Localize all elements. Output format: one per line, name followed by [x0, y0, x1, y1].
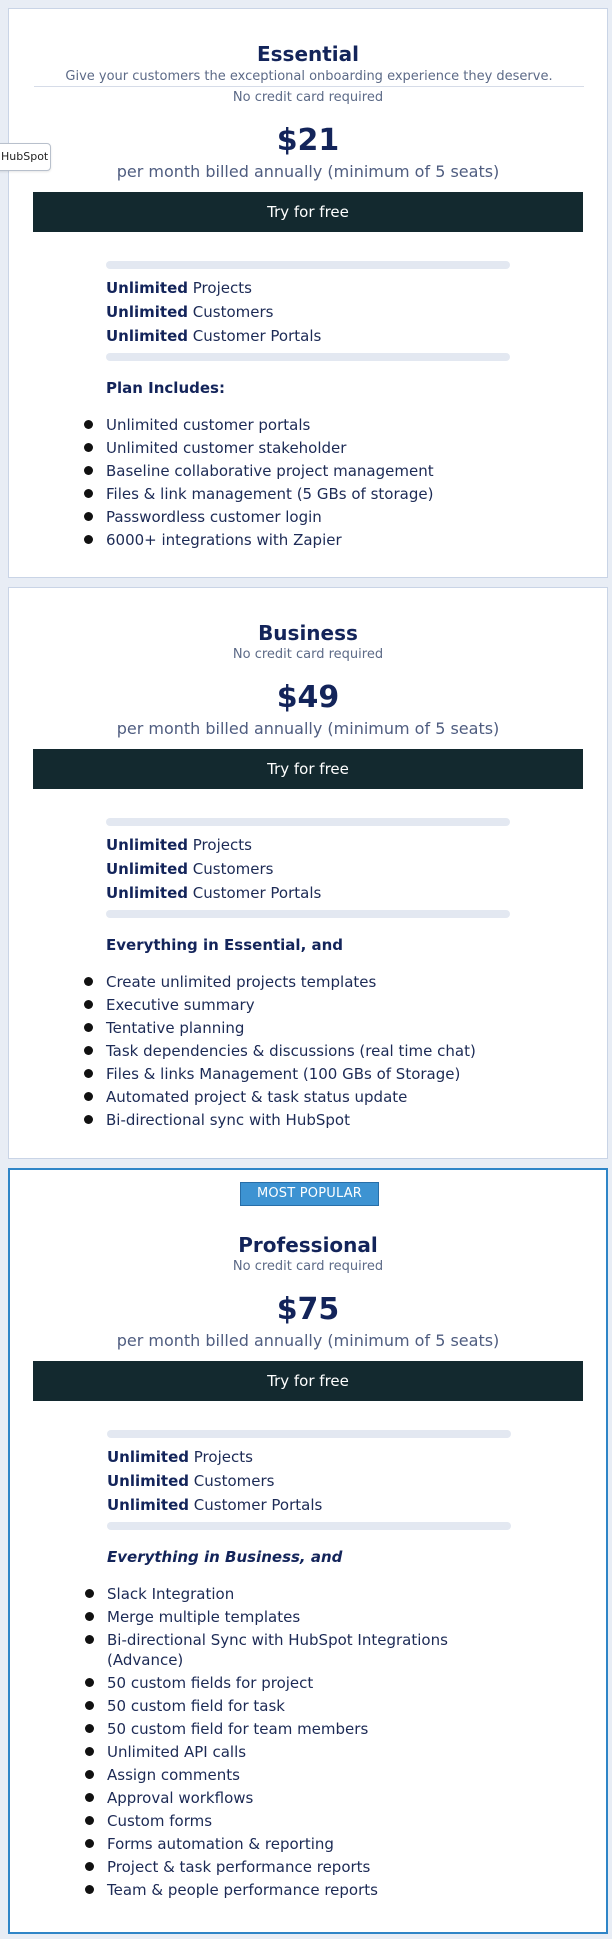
most-popular-badge: MOST POPULAR: [240, 1182, 379, 1206]
plan-title: Professional: [238, 1233, 378, 1257]
bullet-icon: [84, 489, 93, 498]
unlimited-label: Unlimited: [106, 303, 188, 321]
feature-item: [107, 1811, 507, 1831]
feature-text: Forms automation & reporting: [107, 1835, 334, 1853]
bullet-icon: [84, 1023, 93, 1032]
feature-item: [107, 1630, 507, 1670]
feature-text: Custom forms: [107, 1812, 213, 1830]
plan-card-professional: [8, 1168, 608, 1934]
everything-in-essential-heading: Everything in Essential, and: [106, 936, 344, 954]
divider: [106, 261, 510, 269]
unlimited-label: Unlimited: [106, 836, 188, 854]
try-for-free-button[interactable]: Try for free: [33, 192, 583, 232]
bullet-icon: [84, 1046, 93, 1055]
unlimited-label: Unlimited: [106, 860, 188, 878]
feature-item: [106, 1087, 506, 1107]
bullet-icon: [84, 466, 93, 475]
bullet-icon: [84, 1000, 93, 1009]
unlimited-label: Unlimited: [107, 1448, 189, 1466]
bullet-icon: [85, 1816, 94, 1825]
bullet-icon: [85, 1747, 94, 1756]
unlimited-item: Customers: [188, 860, 274, 878]
feature-item: [107, 1880, 507, 1900]
feature-text: Task dependencies & discussions (real time chat): [106, 1042, 476, 1060]
feature-text: Assign comments: [107, 1766, 240, 1784]
bullet-icon: [84, 1092, 93, 1101]
no-credit-card-note: No credit card required: [232, 647, 384, 662]
no-credit-card-note: No credit card required: [232, 90, 384, 105]
divider: [107, 1430, 511, 1438]
bullet-icon: [85, 1678, 94, 1687]
unlimited-customer-portals: [107, 1496, 322, 1514]
bullet-icon: [85, 1862, 94, 1871]
unlimited-item: Customers: [189, 1472, 275, 1490]
feature-item: [106, 1110, 506, 1130]
feature-item: [106, 415, 506, 435]
unlimited-item: Projects: [188, 279, 252, 297]
bullet-icon: [85, 1885, 94, 1894]
bullet-icon: [85, 1793, 94, 1802]
divider: [107, 1522, 511, 1530]
bullet-icon: [85, 1635, 94, 1644]
plan-price: $21: [276, 123, 340, 158]
unlimited-item: Customers: [188, 303, 274, 321]
feature-item: [106, 530, 506, 550]
feature-item: [106, 1018, 506, 1038]
feature-item: [106, 484, 506, 504]
unlimited-item: Customer Portals: [188, 327, 322, 345]
feature-item: [107, 1696, 507, 1716]
feature-item: [107, 1673, 507, 1693]
plan-card-essential: [8, 8, 608, 578]
plan-includes-heading: Plan Includes:: [106, 379, 225, 397]
feature-item: [107, 1834, 507, 1854]
feature-text: Team & people performance reports: [107, 1881, 378, 1899]
feature-text: Unlimited API calls: [107, 1743, 247, 1761]
no-credit-card-note: No credit card required: [232, 1259, 384, 1274]
unlimited-item: Customer Portals: [188, 884, 322, 902]
feature-text: Unlimited customer portals: [106, 416, 311, 434]
feature-text: 50 custom field for task: [107, 1697, 285, 1715]
bullet-icon: [84, 420, 93, 429]
unlimited-projects: [107, 1448, 253, 1466]
try-for-free-button[interactable]: Try for free: [33, 1361, 583, 1401]
everything-in-business-heading: Everything in Business, and: [107, 1548, 343, 1566]
divider: [106, 910, 510, 918]
feature-item: [106, 1041, 506, 1061]
unlimited-customer-portals: [106, 884, 321, 902]
feature-item: [107, 1742, 507, 1762]
unlimited-customers: [106, 860, 273, 878]
bullet-icon: [84, 1069, 93, 1078]
feature-text: Passwordless customer login: [106, 508, 322, 526]
plan-title: Essential: [256, 42, 360, 66]
feature-text: 50 custom fields for project: [107, 1674, 314, 1692]
hubspot-tab[interactable]: HubSpot: [0, 143, 51, 171]
bullet-icon: [84, 512, 93, 521]
feature-item: [107, 1857, 507, 1877]
bullet-icon: [85, 1839, 94, 1848]
feature-text: Slack Integration: [107, 1585, 235, 1603]
billing-period: per month billed annually (minimum of 5 seats): [116, 162, 500, 181]
unlimited-customers: [107, 1472, 274, 1490]
feature-item: [106, 1064, 506, 1084]
plan-title: Business: [258, 621, 358, 645]
feature-list: [106, 972, 506, 1133]
unlimited-customers: [106, 303, 273, 321]
bullet-icon: [84, 535, 93, 544]
bullet-icon: [85, 1770, 94, 1779]
feature-list: [107, 1584, 507, 1903]
billing-period: per month billed annually (minimum of 5 seats): [116, 1331, 500, 1350]
try-for-free-button[interactable]: Try for free: [33, 749, 583, 789]
feature-list: [106, 415, 506, 553]
feature-text: Bi-directional sync with HubSpot: [106, 1111, 350, 1129]
plan-card-business: [8, 587, 608, 1159]
feature-text: Unlimited customer stakeholder: [106, 439, 347, 457]
bullet-icon: [84, 977, 93, 986]
divider: [106, 353, 510, 361]
feature-text: Bi-directional Sync with HubSpot Integrations (Advance): [107, 1631, 448, 1669]
feature-item: [107, 1765, 507, 1785]
feature-text: Project & task performance reports: [107, 1858, 371, 1876]
bullet-icon: [85, 1701, 94, 1710]
feature-text: Executive summary: [106, 996, 255, 1014]
feature-item: [106, 438, 506, 458]
unlimited-item: Customer Portals: [189, 1496, 323, 1514]
unlimited-label: Unlimited: [107, 1472, 189, 1490]
unlimited-label: Unlimited: [106, 884, 188, 902]
feature-text: Baseline collaborative project management: [106, 462, 434, 480]
feature-text: 6000+ integrations with Zapier: [106, 531, 342, 549]
feature-text: Tentative planning: [106, 1019, 245, 1037]
feature-text: Create unlimited projects templates: [106, 973, 377, 991]
feature-text: Approval workflows: [107, 1789, 254, 1807]
bullet-icon: [85, 1724, 94, 1733]
feature-text: Automated project & task status update: [106, 1088, 408, 1106]
billing-period: per month billed annually (minimum of 5 seats): [116, 719, 500, 738]
feature-item: [106, 995, 506, 1015]
plan-price: $49: [276, 680, 340, 715]
unlimited-customer-portals: [106, 327, 321, 345]
feature-item: [106, 461, 506, 481]
unlimited-label: Unlimited: [107, 1496, 189, 1514]
plan-price: $75: [276, 1292, 340, 1327]
feature-text: Files & link management (5 GBs of storage): [106, 485, 434, 503]
feature-item: [107, 1788, 507, 1808]
feature-text: 50 custom field for team members: [107, 1720, 369, 1738]
feature-item: [107, 1719, 507, 1739]
divider: [106, 818, 510, 826]
feature-text: Files & links Management (100 GBs of Storage): [106, 1065, 461, 1083]
feature-item: [106, 972, 506, 992]
bullet-icon: [84, 443, 93, 452]
feature-item: [107, 1584, 507, 1604]
plan-tagline: Give your customers the exceptional onboarding experience they deserve.: [34, 69, 584, 87]
unlimited-projects: [106, 279, 252, 297]
unlimited-label: Unlimited: [106, 327, 188, 345]
bullet-icon: [85, 1589, 94, 1598]
bullet-icon: [84, 1115, 93, 1124]
unlimited-item: Projects: [189, 1448, 253, 1466]
unlimited-item: Projects: [188, 836, 252, 854]
feature-text: Merge multiple templates: [107, 1608, 301, 1626]
unlimited-projects: [106, 836, 252, 854]
feature-item: [106, 507, 506, 527]
unlimited-label: Unlimited: [106, 279, 188, 297]
feature-item: [107, 1607, 507, 1627]
bullet-icon: [85, 1612, 94, 1621]
